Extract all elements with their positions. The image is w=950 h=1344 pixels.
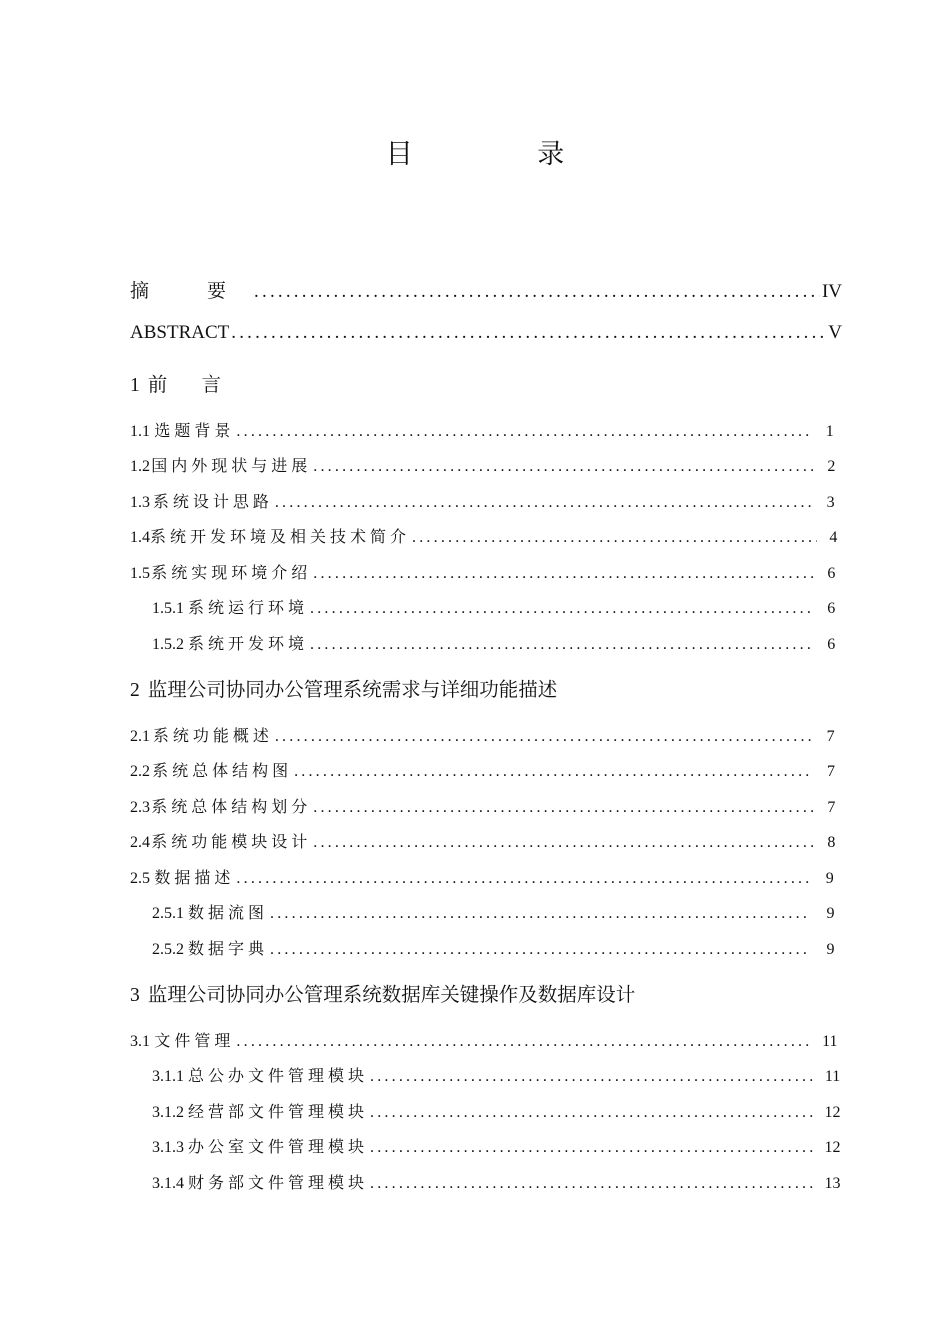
toc-leader-dots	[294, 763, 812, 781]
toc-chapter-heading[interactable]	[130, 369, 235, 397]
chapter-title: 监理公司协同办公管理系统数据库关键操作及数据库设计	[147, 983, 636, 1006]
toc-leader-dots	[370, 1104, 815, 1122]
toc-entry-number: 2.3	[130, 799, 150, 816]
toc-entry-label: 系统运行环境	[188, 598, 309, 617]
toc-entry-label: 系统实现环境介绍	[151, 563, 312, 582]
toc-leader-dots	[254, 281, 820, 303]
toc-entry-number: 2.5.1	[152, 905, 184, 922]
toc-entry-label: 选题背景	[154, 421, 235, 440]
toc-entry-page: 7	[827, 799, 836, 816]
chapter-number: 3	[130, 985, 140, 1006]
toc-subentry[interactable]	[152, 936, 842, 959]
toc-entry-number: 3.1.2	[152, 1104, 184, 1121]
toc-entry-label: 系统开发环境	[188, 634, 309, 653]
toc-leader-dots	[370, 1139, 815, 1157]
toc-entry-label: 总公办文件管理模块	[188, 1066, 369, 1085]
toc-entry[interactable]	[130, 489, 842, 512]
toc-entry-number: 3.1.4	[152, 1175, 184, 1192]
toc-subentry[interactable]	[152, 1134, 842, 1157]
chapter-number: 1	[130, 375, 140, 396]
toc-entry-label: 系统开发环境及相关技术简介	[150, 527, 411, 546]
toc-entry-abstract-cn[interactable]	[130, 276, 842, 303]
toc-entry[interactable]	[130, 524, 842, 547]
toc-entry-number: 3.1.1	[152, 1068, 184, 1085]
toc-entry-page: 8	[827, 834, 836, 851]
toc-entry-number: 2.2	[130, 763, 150, 780]
toc-entry[interactable]	[130, 794, 842, 817]
toc-leader-dots	[370, 1068, 815, 1086]
toc-entry-page: IV	[821, 281, 842, 302]
toc-entry[interactable]	[130, 758, 842, 781]
toc-leader-dots	[412, 529, 817, 547]
toc-entry-page: V	[828, 322, 842, 343]
toc-leader-dots	[236, 423, 809, 441]
toc-subentry[interactable]	[152, 631, 842, 654]
toc-entry[interactable]	[130, 723, 842, 746]
toc-entry-page: 11	[822, 1033, 838, 1050]
toc-entry-number: 1.5.1	[152, 600, 184, 617]
toc-entry-number: 2.5.2	[152, 941, 184, 958]
toc-leader-dots	[270, 941, 811, 959]
toc-leader-dots	[313, 565, 812, 583]
toc-leader-dots	[313, 834, 812, 852]
toc-entry-number: 1.3	[130, 494, 150, 511]
toc-leader-dots	[275, 494, 811, 512]
toc-entry-label: 系统总体结构划分	[151, 797, 312, 816]
toc-subentry[interactable]	[152, 1063, 842, 1086]
toc-entry-number: 1.5	[130, 565, 150, 582]
toc-entry-number: 1.2	[130, 458, 150, 475]
toc-entry-label: 摘 要	[130, 280, 253, 302]
toc-entry-label: 系统功能模块设计	[151, 832, 312, 851]
toc-entry-label: 系统功能概述	[152, 726, 273, 745]
toc-leader-dots	[270, 905, 811, 923]
toc-leader-dots	[236, 1033, 809, 1051]
toc-entry-page: 2	[827, 458, 836, 475]
toc-entry-number: 1.5.2	[152, 636, 184, 653]
toc-entry-number: 1.1	[130, 423, 150, 440]
toc-entry-number: 3.1.3	[152, 1139, 184, 1156]
toc-leader-dots	[310, 636, 813, 654]
toc-leader-dots	[275, 728, 811, 746]
toc-entry-page: 9	[826, 941, 835, 958]
toc-entry[interactable]	[130, 829, 842, 852]
toc-entry-page: 7	[826, 728, 835, 745]
toc-entry-label: 系统设计思路	[152, 492, 273, 511]
toc-leader-dots	[236, 870, 809, 888]
toc-leader-dots	[370, 1175, 815, 1193]
toc-entry-label: ABSTRACT	[130, 322, 230, 343]
toc-entry[interactable]	[130, 1028, 842, 1051]
toc-leader-dots	[231, 322, 826, 344]
toc-entry-page: 9	[825, 870, 834, 887]
toc-entry-page: 7	[826, 763, 835, 780]
toc-entry-page: 6	[827, 636, 836, 653]
toc-entry-page: 3	[826, 494, 835, 511]
toc-leader-dots	[313, 458, 812, 476]
page-title: 目 录	[385, 139, 623, 170]
toc-entry-page: 4	[829, 529, 838, 546]
toc-chapter-heading[interactable]	[130, 979, 635, 1007]
toc-entry-page: 1	[825, 423, 834, 440]
toc-entry-page: 6	[827, 565, 836, 582]
toc-entry[interactable]	[130, 418, 842, 441]
toc-entry-label: 数据字典	[188, 939, 269, 958]
toc-entry-label: 文件管理	[154, 1031, 235, 1050]
toc-leader-dots	[310, 600, 813, 618]
toc-entry-abstract-en[interactable]	[130, 322, 842, 344]
toc-entry-number: 2.5	[130, 870, 150, 887]
toc-entry-label: 系统总体结构图	[152, 761, 293, 780]
chapter-number: 2	[130, 680, 140, 701]
toc-entry-number: 3.1	[130, 1033, 150, 1050]
toc-subentry[interactable]	[152, 900, 842, 923]
toc-entry-page: 6	[827, 600, 836, 617]
toc-entry-label: 经营部文件管理模块	[188, 1102, 369, 1121]
toc-entry-page: 11	[824, 1068, 841, 1085]
toc-subentry[interactable]	[152, 1099, 842, 1122]
toc-entry-number: 2.4	[130, 834, 150, 851]
toc-entry-page: 12	[824, 1104, 841, 1121]
toc-entry-page: 9	[826, 905, 835, 922]
toc-entry-label: 数据流图	[188, 903, 269, 922]
toc-entry[interactable]	[130, 453, 842, 476]
toc-entry-page: 13	[824, 1175, 841, 1192]
toc-entry-label: 数据描述	[154, 868, 235, 887]
toc-entry-label: 办公室文件管理模块	[188, 1137, 369, 1156]
toc-chapter-heading[interactable]	[130, 674, 557, 702]
toc-entry[interactable]	[130, 865, 842, 888]
toc-entry-label: 国内外现状与进展	[151, 456, 312, 475]
toc-entry-page: 12	[824, 1139, 841, 1156]
chapter-title: 前 言	[147, 373, 235, 396]
toc-subentry[interactable]	[152, 595, 842, 618]
chapter-title: 监理公司协同办公管理系统需求与详细功能描述	[147, 678, 558, 701]
toc-leader-dots	[313, 799, 812, 817]
toc-entry-number: 2.1	[130, 728, 150, 745]
toc-subentry[interactable]	[152, 1170, 842, 1193]
toc-entry-label: 财务部文件管理模块	[188, 1173, 369, 1192]
toc-entry[interactable]	[130, 560, 842, 583]
toc-entry-number: 1.4	[130, 529, 150, 546]
